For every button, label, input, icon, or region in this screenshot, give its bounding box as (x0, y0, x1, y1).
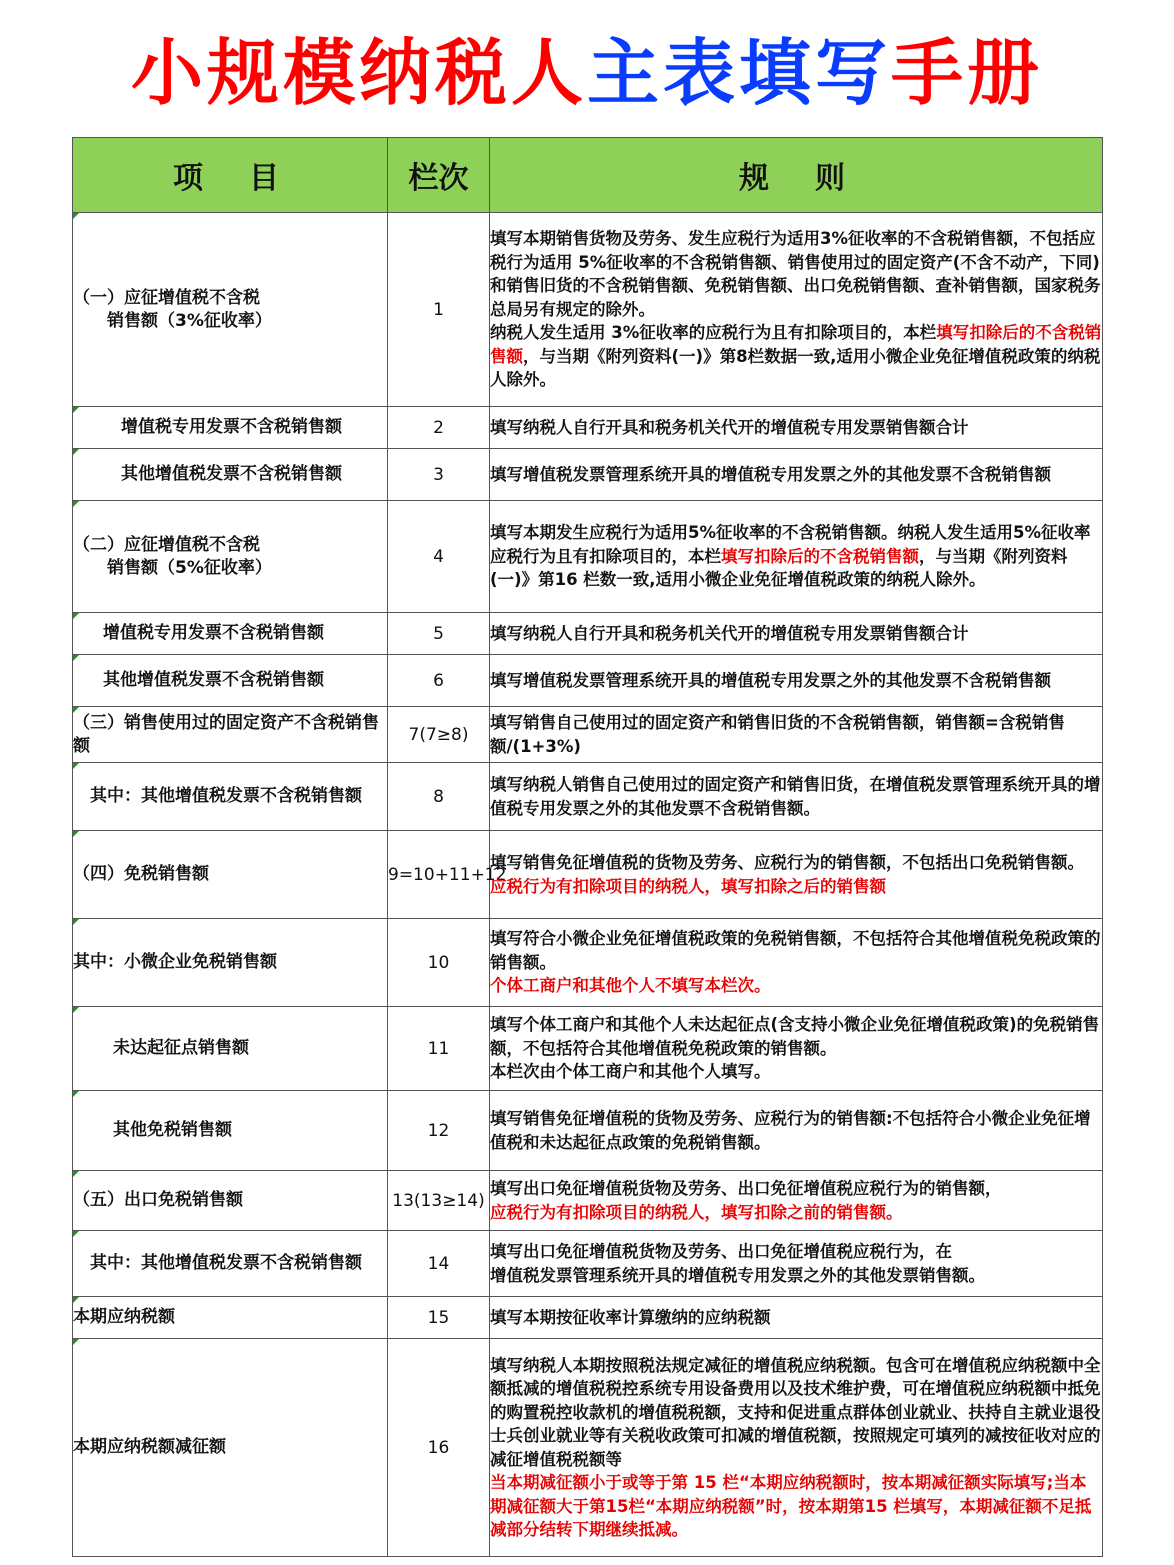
table-row (73, 831, 1103, 919)
rule-highlight: 应税行为有扣除项目的纳税人，填写扣除之前的销售额。 (490, 1202, 903, 1222)
page-title (0, 28, 1174, 118)
table-row (73, 613, 1103, 655)
header-row (73, 138, 1103, 213)
rule-text: 填写符合小微企业免征增值税政策的免税销售额，不包括符合其他增值税免税政策的销售额。 (490, 929, 1101, 972)
row-col: 2 (388, 407, 490, 449)
row-col: 8 (388, 763, 490, 831)
row-col: 9=10+11+12 (388, 831, 490, 919)
table-row (73, 449, 1103, 501)
row-rule (490, 213, 1103, 407)
rule-text: 填写本期销售货物及劳务、发生应税行为适用3%征收率的不含税销售额，不包括应税行为适用 5%征收率的不含税销售额、销售使用过的固定资产(不含不动产，下同)和销售旧货的不含税销售额、免税销售额、出口免税销售额、查补销售额，国家税务总局另有规定的除外。 (490, 229, 1101, 319)
row-item: 其中：其他增值税发票不含税销售额 (73, 1231, 388, 1297)
row-col: 4 (388, 501, 490, 613)
row-item: 其中：小微企业免税销售额 (73, 919, 388, 1007)
row-rule (490, 831, 1103, 919)
row-rule: 填写纳税人销售自己使用过的固定资产和销售旧货，在增值税发票管理系统开具的增值税专用发票之外的其他发票不含税销售额。 (490, 763, 1103, 831)
header-rule: 规 则 (490, 138, 1103, 213)
row-col: 15 (388, 1297, 490, 1339)
table-row (73, 501, 1103, 613)
row-col: 6 (388, 655, 490, 707)
title-part-blue-1: 主表填 (586, 31, 815, 115)
row-col: 5 (388, 613, 490, 655)
row-rule: 填写增值税发票管理系统开具的增值税专用发票之外的其他发票不含税销售额 (490, 449, 1103, 501)
rule-text: 填写出口免征增值税货物及劳务、出口免征增值税应税行为，在 (490, 1242, 952, 1261)
title-part-red-1: 小规模纳税人 (130, 31, 587, 115)
row-item: （四）免税销售额 (73, 831, 388, 919)
row-col: 1 (388, 213, 490, 407)
title-part-red-2: 手册 (891, 31, 1044, 115)
table-row (73, 919, 1103, 1007)
row-col: 16 (388, 1339, 490, 1557)
table-row (73, 1339, 1103, 1557)
rule-highlight: 填写扣除后的不含税销售额 (490, 323, 1102, 366)
row-item (73, 501, 388, 613)
row-item: 其他免税销售额 (73, 1091, 388, 1171)
rule-text: ，与当期《附列资料(一)》第16 栏数一致,适用小微企业免征增值税政策的纳税人除外。 (490, 546, 1068, 590)
row-col: 11 (388, 1007, 490, 1091)
row-item-line-2: 销售额（5%征收率） (73, 557, 272, 578)
rules-table (72, 137, 1103, 1557)
rule-highlight: 个体工商户和其他个人不填写本栏次。 (490, 976, 771, 996)
rule-highlight: 填写扣除后的不含税销售额 (721, 546, 919, 566)
rule-text: 填写销售免征增值税的货物及劳务、应税行为的销售额:不包括符合小微企业免征增 (490, 1109, 1091, 1128)
row-item: 增值税专用发票不含税销售额 (73, 407, 388, 449)
row-col: 7(7≥8) (388, 707, 490, 763)
header-col: 栏次 (388, 138, 490, 213)
row-rule (490, 1231, 1103, 1297)
row-rule: 填写本期按征收率计算缴纳的应纳税额 (490, 1297, 1103, 1339)
rule-text: ，与当期《附列资料(一)》第8栏数据一致,适用小微企业免征增值税政策的纳税人除外。 (490, 346, 1101, 390)
table-row (73, 707, 1103, 763)
row-item-line-1: （一）应征增值税不含税 (73, 287, 260, 308)
row-item: 其他增值税发票不含税销售额 (73, 449, 388, 501)
row-item-line-1: （二）应征增值税不含税 (73, 534, 260, 555)
row-rule (490, 1007, 1103, 1091)
row-col: 12 (388, 1091, 490, 1171)
row-col: 10 (388, 919, 490, 1007)
row-rule (490, 1171, 1103, 1231)
rule-text: 填写销售免征增值税的货物及劳务、应税行为的销售额，不包括出口免税销售额。 (490, 853, 1084, 872)
row-item: （五）出口免税销售额 (73, 1171, 388, 1231)
rule-text: 填写出口免征增值税货物及劳务、出口免征增值税应税行为的销售额， (490, 1179, 1002, 1198)
row-item: 其他增值税发票不含税销售额 (73, 655, 388, 707)
row-item: 其中：其他增值税发票不含税销售额 (73, 763, 388, 831)
row-col: 3 (388, 449, 490, 501)
rule-text: 填写本期发生应税行为适用5%征收率的不含税销售额。纳税人发生适用5%征收率应税行为且有扣除项目的，本栏 (490, 523, 1091, 566)
row-rule: 填写纳税人自行开具和税务机关代开的增值税专用发票销售额合计 (490, 407, 1103, 449)
row-col: 13(13≥14) (388, 1171, 490, 1231)
rule-text: 填写纳税人本期按照税法规定减征的增值税应纳税额。包含可在增值税应纳税额中全额抵减的增值税税控系统专用设备费用以及技术维护费，可在增值税应纳税额中抵免的购置税控收款机的增值税税额，支持和促进重点群体创业就业、扶持自主就业退役士兵创业就业等有关税收政策可扣减的增值税额，按照规定可填列的减按征收对应的减征增值税税额等 (490, 1355, 1101, 1469)
table-row (73, 213, 1103, 407)
row-item-line-2: 销售额（3%征收率） (73, 310, 272, 331)
row-item: （三）销售使用过的固定资产不含税销售额 (73, 707, 388, 763)
title-part-blue-2: 写 (815, 31, 892, 115)
row-item: 本期应纳税额减征额 (73, 1339, 388, 1557)
row-item: 未达起征点销售额 (73, 1007, 388, 1091)
rule-highlight: 应税行为有扣除项目的纳税人，填写扣除之后的销售额 (490, 876, 886, 896)
table-row (73, 1091, 1103, 1171)
rule-text: 填写个体工商户和其他个人未达起征点(含支持小微企业免征增值税政策)的免税销售额，不包括符合其他增值税免税政策的销售额。 (490, 1015, 1100, 1058)
row-item: 增值税专用发票不含税销售额 (73, 613, 388, 655)
header-item: 项 目 (73, 138, 388, 213)
row-rule (490, 919, 1103, 1007)
table-row (73, 655, 1103, 707)
table-row (73, 1007, 1103, 1091)
rule-highlight: 当本期减征额小于或等于第 15 栏“本期应纳税额时，按本期减征额实际填写;当本期减征额大于第15栏“本期应纳税额”时，按本期第15 栏填写，本期减征额不足抵减部分结转下期继续抵减。 (490, 1473, 1092, 1539)
rule-text: 纳税人发生适用 3%征收率的应税行为且有扣除项目的，本栏 (490, 323, 937, 343)
rule-text: 增值税发票管理系统开具的增值税专用发票之外的其他发票销售额。 (490, 1265, 985, 1285)
row-col: 14 (388, 1231, 490, 1297)
rule-text: 本栏次由个体工商户和其他个人填写。 (490, 1062, 771, 1082)
row-rule (490, 501, 1103, 613)
row-rule (490, 1339, 1103, 1557)
row-item: 本期应纳税额 (73, 1297, 388, 1339)
row-rule: 填写销售自己使用过的固定资产和销售旧货的不含税销售额，销售额=含税销售额/(1+3%) (490, 707, 1103, 763)
table-row (73, 407, 1103, 449)
rule-text: 值税和未达起征点政策的免税销售额。 (490, 1132, 771, 1152)
table-row (73, 1171, 1103, 1231)
table-row (73, 763, 1103, 831)
row-rule: 填写纳税人自行开具和税务机关代开的增值税专用发票销售额合计 (490, 613, 1103, 655)
row-item (73, 213, 388, 407)
table-row (73, 1297, 1103, 1339)
table-row (73, 1231, 1103, 1297)
row-rule (490, 1091, 1103, 1171)
row-rule: 填写增值税发票管理系统开具的增值税专用发票之外的其他发票不含税销售额 (490, 655, 1103, 707)
